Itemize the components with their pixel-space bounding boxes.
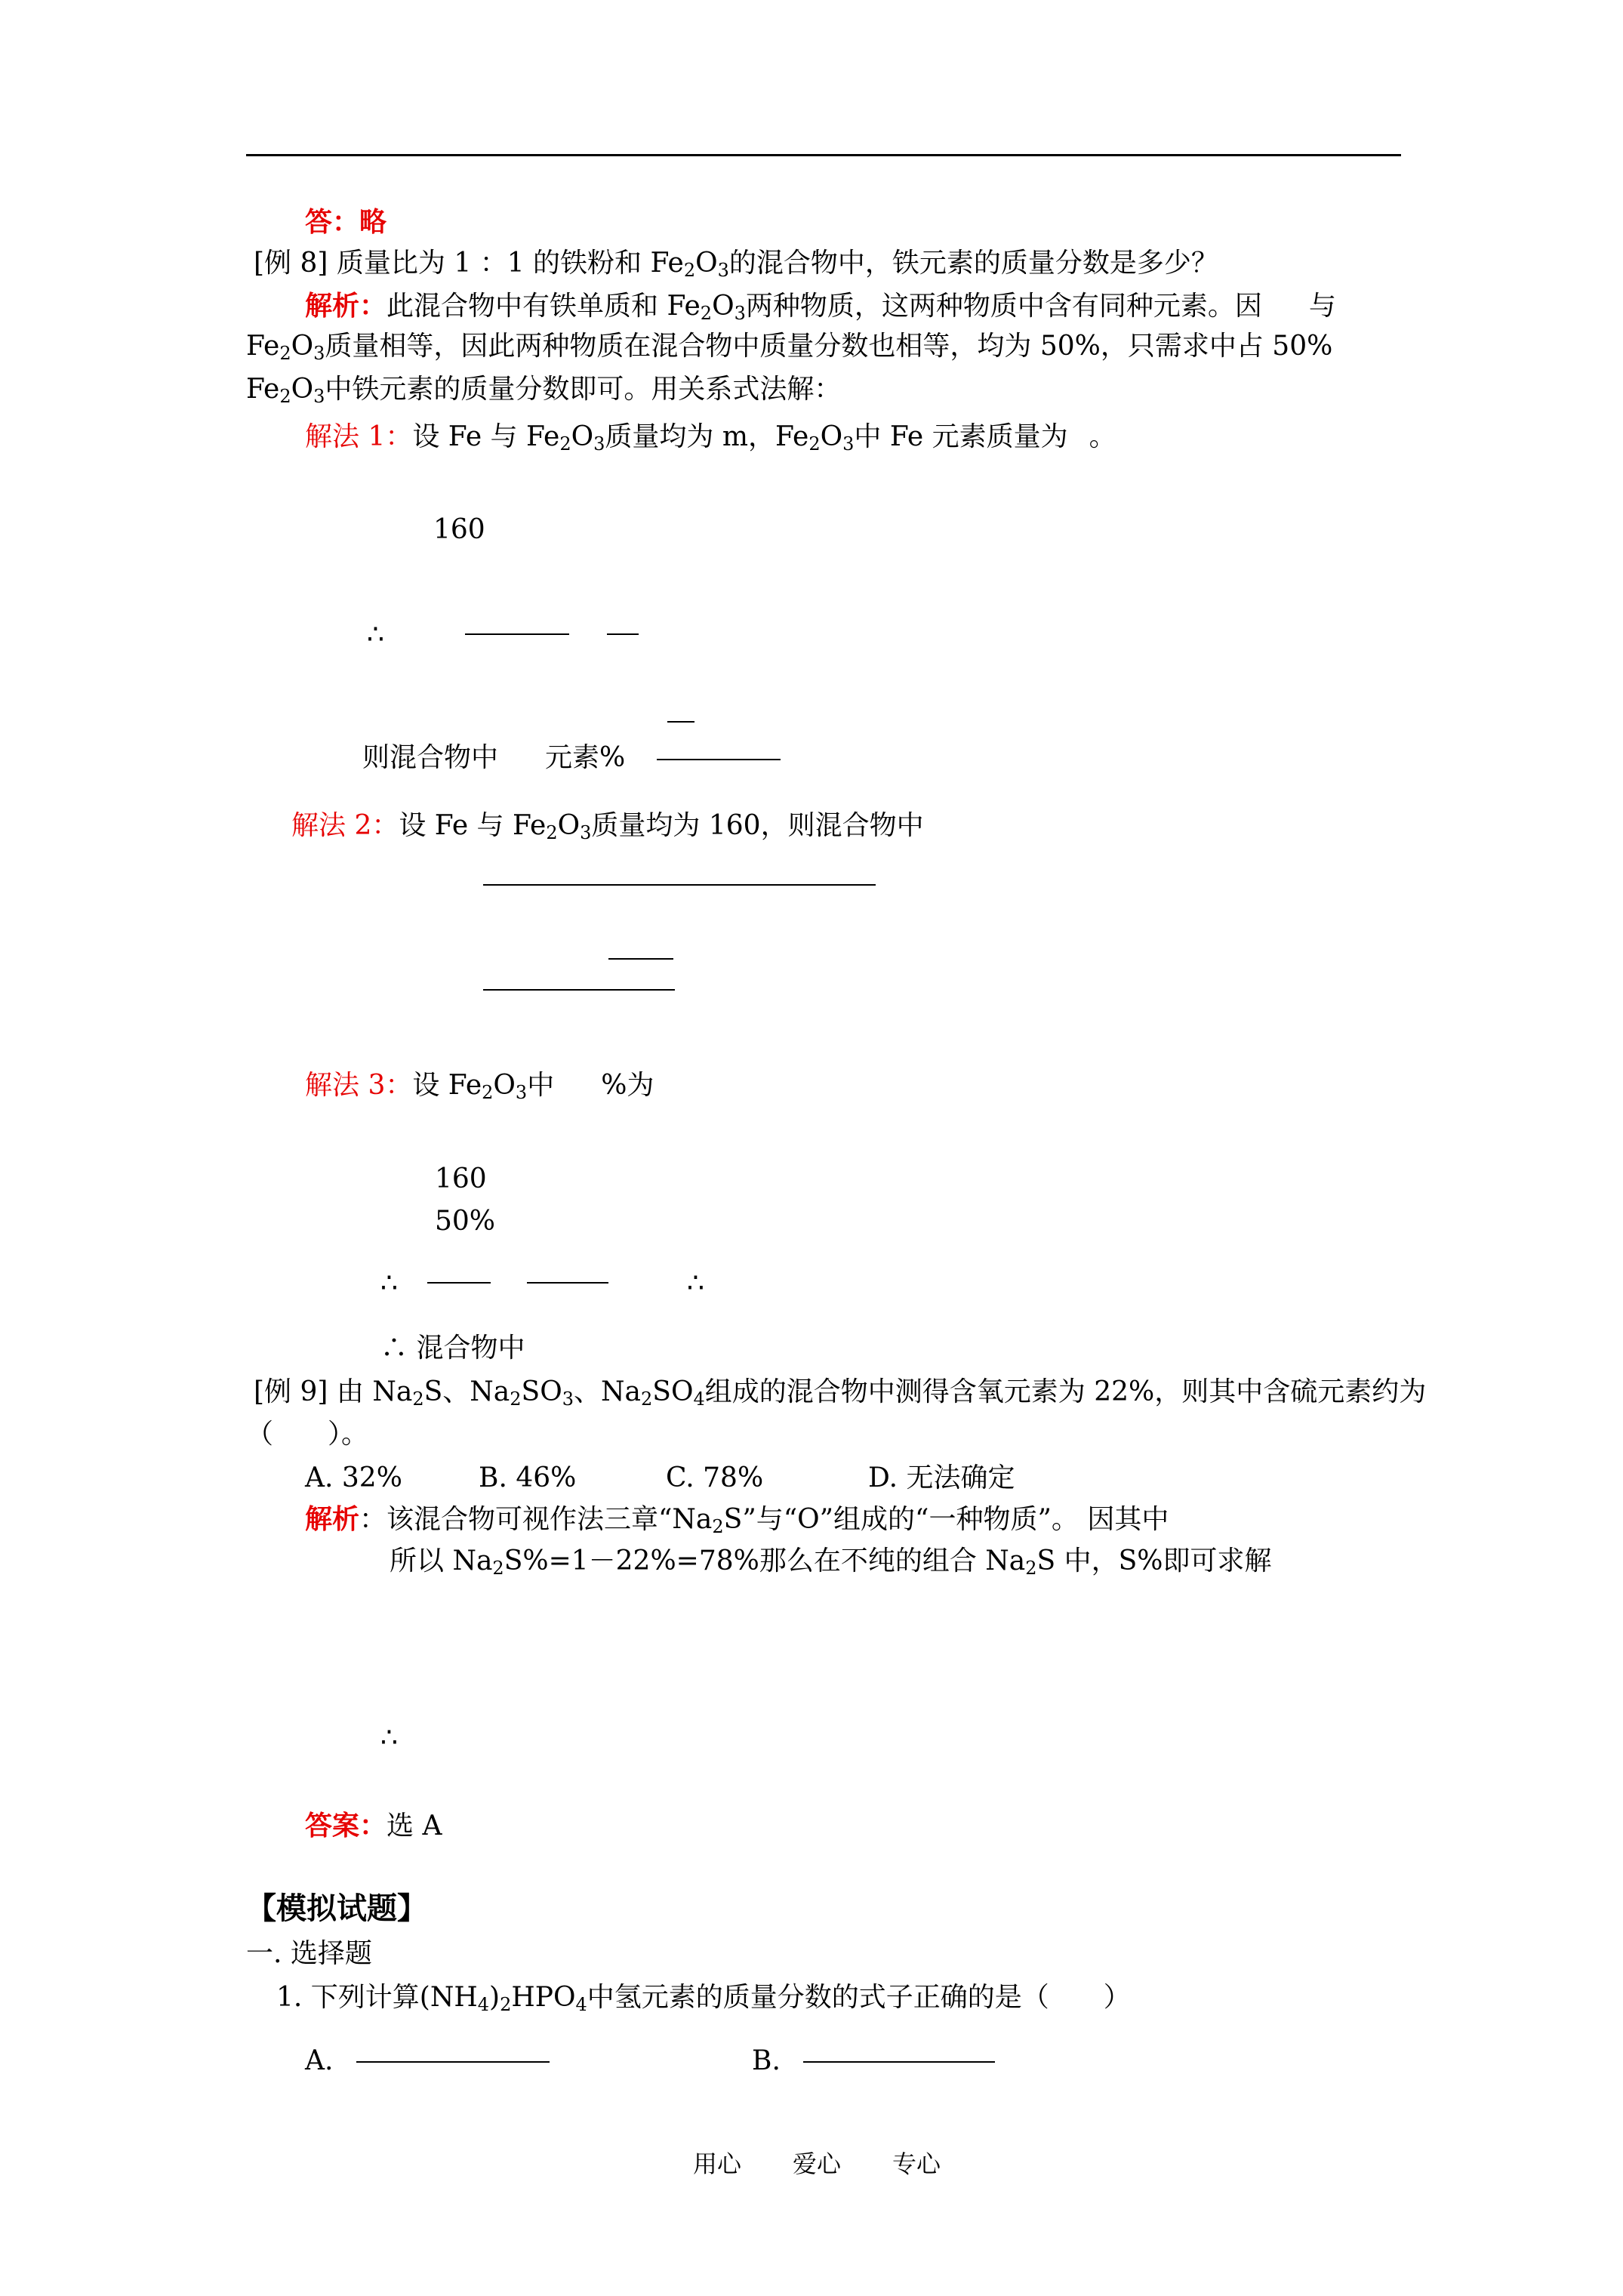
m3-50: 50% (435, 1206, 496, 1237)
ex9-option-d: D. 无法确定 (868, 1462, 1015, 1493)
ex8-method2: 解法 2：设 Fe 与 $Fe_2O_3$质量均为 160，则混合物中 (291, 810, 924, 843)
ex8-analysis-line1: 解析：此混合物中有铁单质和 $Fe_2O_3$两种物质，这两种物质中含有同种元素。因 与 (305, 290, 1336, 324)
mock-q1: 1. 下列计算$(NH_4)_2HPO_4$中氢元素的质量分数的式子正确的是（ ） (276, 1982, 1131, 2015)
mock-section: 一. 选择题 (246, 1938, 372, 1969)
ex8-method1: 解法 1：设 Fe 与 $Fe_2O_3$质量均为 m，$Fe_2O_3$中 Fe 元素质量为 。 (305, 421, 1116, 455)
footer-item-1: 用心 (693, 2150, 742, 2178)
m3-mix: ∴ 混合物中 (380, 1333, 525, 1364)
ex9-analysis-line2: 所以 $Na_2S\%=1-22\%=78\%$那么在不纯的组合 $Na_2S$ 中，S%即可求解 (390, 1546, 1272, 1579)
footer-item-2: 爱心 (793, 2150, 842, 2178)
mock-q1-option-b-bar (803, 2061, 995, 2063)
ex9-option-a: A. 32% (305, 1462, 402, 1493)
mock-q1-option-b: B. (752, 2045, 781, 2076)
footer-item-3: 专心 (892, 2150, 941, 2178)
answer-brief: 答：略 (305, 206, 387, 238)
mock-q1-option-a: A. (305, 2045, 334, 2076)
ex9-question: [例 9] 由 $Na_2S$、$Na_2SO_3$、$Na_2SO_4$组成的混合物中测得含氧元素为 22%，则其中含硫元素约为 (254, 1376, 1427, 1410)
ex8-question: [例 8] 质量比为 1 ：1 的铁粉和 $Fe_2O_3$的混合物中，铁元素的质量分数是多少？ (254, 248, 1218, 281)
header-rule (246, 154, 1401, 156)
m1-160: 160 (433, 514, 485, 545)
ex8-analysis-line2: $Fe_2O_3$质量相等，因此两种物质在混合物中质量分数也相等，均为 50%，只需求中占 50% (246, 331, 1333, 364)
m1-fraction-bar (465, 633, 569, 635)
mock-q1-option-a-bar (356, 2061, 550, 2063)
m2-short-bar (608, 958, 673, 960)
m3-bar-2 (527, 1282, 608, 1284)
ex8-analysis-line3: $Fe_2O_3$中铁元素的质量分数即可。用关系式法解： (246, 374, 842, 407)
mock-heading: 【模拟试题】 (246, 1891, 427, 1926)
ex9-option-b: B. 46% (479, 1462, 577, 1493)
m2-fraction-bar (483, 884, 876, 886)
m3-therefore-2: ∴ (687, 1268, 704, 1299)
m1-result: 则混合物中 元素% (362, 742, 626, 773)
m3-160: 160 (435, 1163, 487, 1194)
m1-therefore: ∴ (367, 619, 384, 650)
ex9-option-c: C. 78% (666, 1462, 764, 1493)
m1-fraction-bar-short (607, 633, 639, 635)
m1-result-bar (657, 759, 781, 760)
ex9-analysis: 解析：该混合物可视作法三章“$Na_2S$”与“O”组成的“一种物质”。 因其中 (305, 1503, 1169, 1537)
m3-therefore-1: ∴ (380, 1268, 398, 1299)
ex8-method3: 解法 3：设 $Fe_2O_3$中 %为 (305, 1070, 654, 1103)
m3-bar-1 (427, 1282, 491, 1284)
m2-result-bar (483, 989, 675, 991)
m1-small-bar (667, 721, 694, 723)
ex9-answer: 答案：选 A (305, 1810, 442, 1841)
ex9-therefore: ∴ (380, 1722, 398, 1753)
ex9-paren: （ ）。 (246, 1419, 369, 1450)
